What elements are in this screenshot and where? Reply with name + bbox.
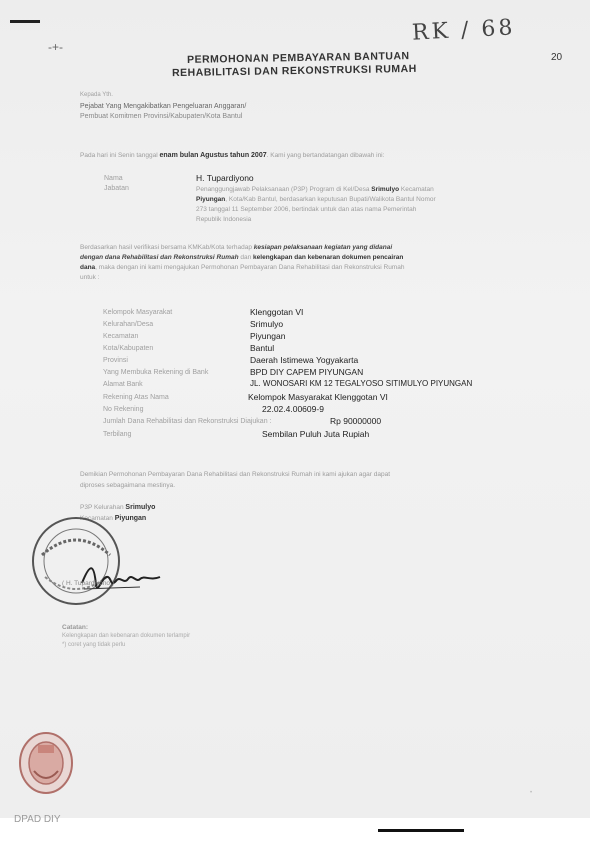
detail-value: Kelompok Masyarakat Klenggotan VI xyxy=(248,392,388,402)
scan-smudge: • xyxy=(530,790,533,796)
detail-label: Kota/Kabupaten xyxy=(103,345,154,352)
closing-line2: diproses sebagaimana mestinya. xyxy=(80,482,176,489)
sign-kec-pre: Kecamatan xyxy=(80,515,113,522)
detail-value: Daerah Istimewa Yogyakarta xyxy=(250,355,359,365)
body-l3-post: , maka dengan ini kami mengajukan Permohonan Pembayaran Dana Rehabilitasi dan Rekonstruksi Rumah xyxy=(95,264,405,271)
detail-value: Bantul xyxy=(250,343,275,353)
body-l4: untuk : xyxy=(80,274,100,281)
detail-value: Sembilan Puluh Juta Rupiah xyxy=(262,429,370,439)
sign-kec-name: Piyungan xyxy=(114,515,147,522)
detail-value: BPD DIY CAPEM PIYUNGAN xyxy=(250,367,364,377)
detail-label: Provinsi xyxy=(103,357,128,364)
document-title-line1: PERMOHONAN PEMBAYARAN BANTUAN xyxy=(186,50,410,66)
position-line2: , Kota/Kab Bantul, berdasarkan keputusan Bupati/Walikota Bantul Nomor xyxy=(225,196,436,203)
body-l2-em2: kelengkapan dan kebenaran dokumen pencairan xyxy=(253,254,404,261)
detail-label: Jumlah Dana Rehabilitasi dan Rekonstruksi Diajukan : xyxy=(103,418,272,425)
name-value: H. Tupardiyono xyxy=(196,173,254,183)
position-line1: Penanggungjawab Pelaksanaan (P3P) Program di Kel/Desa xyxy=(196,186,370,193)
scan-mark-bottom xyxy=(378,829,464,832)
body-l1-em: kesiapan pelaksanaan kegiatan yang didanai xyxy=(253,244,393,251)
name-label: Nama xyxy=(104,175,123,182)
addressee-line1: Pejabat Yang Mengakibatkan Pengeluaran Anggaran/ xyxy=(80,103,247,110)
detail-label: Kecamatan xyxy=(103,333,139,340)
detail-label: Terbilang xyxy=(103,431,132,438)
sign-role xyxy=(80,504,155,511)
position-label: Jabatan xyxy=(104,185,129,192)
detail-label: Rekening Atas Nama xyxy=(103,394,169,401)
registration-mark: -+- xyxy=(48,40,63,54)
addressee-to: Kepada Yth. xyxy=(80,92,113,98)
body-l2-em: dengan dana Rehabilitasi dan Rekonstruksi Rumah xyxy=(80,254,239,261)
detail-label: Yang Membuka Rekening di Bank xyxy=(103,369,209,376)
sign-role-pre: P3P Kelurahan xyxy=(80,504,124,511)
dpad-logo xyxy=(16,727,76,797)
sign-role-desa: Srimulyo xyxy=(125,504,156,511)
document-title-line2: REHABILITASI DAN REKONSTRUKSI RUMAH xyxy=(171,62,417,80)
position-line4: Republik Indonesia xyxy=(196,216,252,223)
page-number: 20 xyxy=(551,52,563,63)
position-kec: Piyungan xyxy=(196,196,226,203)
detail-label: Kelurahan/Desa xyxy=(103,321,154,328)
intro-date: enam bulan Agustus tahun 2007 xyxy=(159,152,267,159)
scan-mark xyxy=(10,20,40,23)
intro-line xyxy=(80,152,384,159)
notes-line1: Kelengkapan dan kebenaran dokumen terlampir xyxy=(62,633,191,639)
body-paragraph xyxy=(80,243,540,283)
body-l3-em: dana xyxy=(80,264,96,271)
detail-value: Srimulyo xyxy=(250,319,284,329)
detail-value: Klenggotan VI xyxy=(250,307,304,317)
position-text xyxy=(196,185,526,225)
body-l2-mid: dan xyxy=(240,254,252,261)
detail-label: Kelompok Masyarakat xyxy=(103,309,173,316)
detail-label: Alamat Bank xyxy=(103,381,143,388)
body-l1-pre: Berdasarkan hasil verifikasi bersama KMKab/Kota terhadap xyxy=(80,244,252,251)
watermark-text: DPAD DIY xyxy=(14,814,61,825)
notes-heading: Catatan: xyxy=(62,624,89,631)
handwritten-code: RK / 68 xyxy=(411,15,516,46)
intro-prefix: Pada hari ini Senin tanggal xyxy=(80,152,158,159)
detail-value: JL. WONOSARI KM 12 TEGALYOSO SITIMULYO PIYUNGAN xyxy=(250,379,473,388)
detail-value: 22.02.4.00609-9 xyxy=(262,404,324,414)
position-line3: 273 tanggal 11 September 2006, bertindak untuk dan atas nama Pemerintah xyxy=(196,206,417,213)
detail-value: Piyungan xyxy=(250,331,286,341)
detail-label: No Rekening xyxy=(103,406,144,413)
position-desa: Srimulyo xyxy=(371,186,400,193)
intro-suffix: . Kami yang bertandatangan dibawah ini: xyxy=(266,152,385,159)
signed-name: ( H. Tupardiyono ) xyxy=(62,580,115,587)
detail-value: Rp 90000000 xyxy=(330,416,382,426)
addressee-line2: Pembuat Komitmen Provinsi/Kabupaten/Kota Bantul xyxy=(80,113,243,120)
closing-line1: Demikian Permohonan Pembayaran Dana Rehabilitasi dan Rekonstruksi Rumah ini kami ajukan agar dapat xyxy=(80,471,391,478)
notes-line2: *) coret yang tidak perlu xyxy=(62,642,126,648)
position-line1-post: Kecamatan xyxy=(400,186,434,193)
